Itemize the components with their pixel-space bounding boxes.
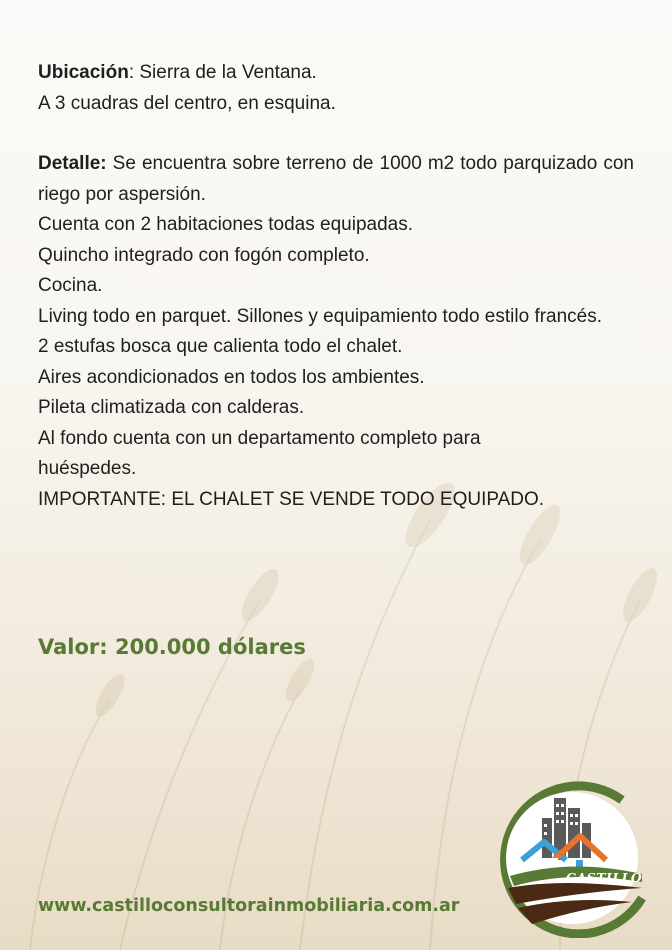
location-value: Sierra de la Ventana. [139,62,317,83]
detail-intro [38,149,634,210]
important-notice: IMPORTANTE: EL CHALET SE VENDE TODO EQUIPADO. [38,488,545,510]
detail-line: Aires acondicionados en todos los ambientes. [38,366,425,388]
detail-label: Detalle: [38,153,107,174]
price: Valor: 200.000 dólares [38,635,306,659]
detail-line: Al fondo cuenta con un departamento completo para huéspedes. [38,427,481,479]
location-detail: A 3 cuadras del centro, en esquina. [38,92,336,114]
listing-description [38,58,634,515]
detail-line: Cocina. [38,275,103,296]
location-line [38,58,634,89]
detail-line: Quincho integrado con fogón completo. [38,244,370,266]
logo-text: CASTILLO [566,870,643,885]
detail-line: Cuenta con 2 habitaciones todas equipadas. [38,214,413,235]
location-label: Ubicación [38,62,129,83]
detail-line: Pileta climatizada con calderas. [38,397,305,418]
detail-line: Living todo en parquet. Sillones y equipamiento todo estilo francés. [38,305,603,327]
location-separator: : [128,62,140,83]
website-link[interactable]: www.castilloconsultorainmobiliaria.com.ar [38,896,460,916]
detail-intro-text: Se encuentra sobre terreno de 1000 m2 todo parquizado con riego por aspersión. [38,153,634,205]
detail-line: 2 estufas bosca que calienta todo el chalet. [38,336,403,357]
castillo-logo [492,778,652,938]
